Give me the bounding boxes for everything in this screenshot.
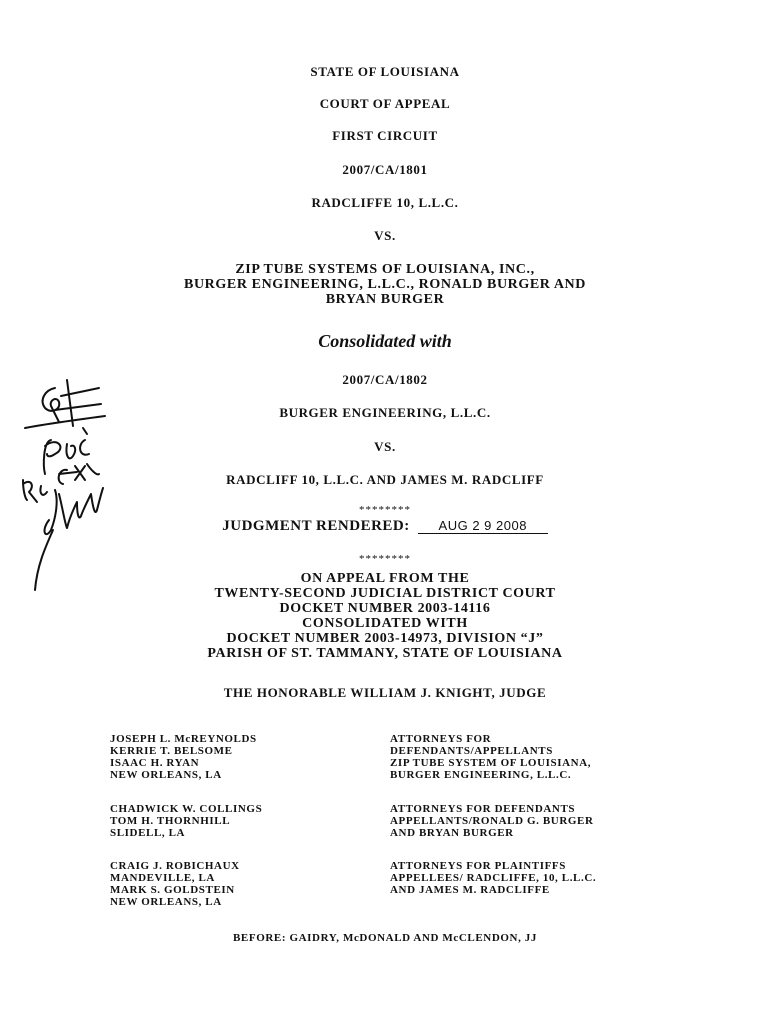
attorney-role-line: ATTORNEYS FOR — [390, 733, 492, 745]
attorney-names-2 — [110, 803, 262, 839]
attorney-city: NEW ORLEANS, LA — [110, 896, 222, 908]
case1-defendant-line: ZIP TUBE SYSTEMS OF LOUISIANA, INC., — [235, 262, 535, 277]
case1-defendant-line: BRYAN BURGER — [325, 292, 445, 307]
attorney-role-line: ATTORNEYS FOR PLAINTIFFS — [390, 860, 566, 872]
attorney-name: TOM H. THORNHILL — [110, 815, 231, 827]
before-panel: BEFORE: GAIDRY, McDONALD AND McCLENDON, JJ — [233, 932, 537, 944]
attorney-name: CHADWICK W. COLLINGS — [110, 803, 263, 815]
attorney-names-1 — [110, 733, 257, 781]
separator-stars: ******** — [359, 553, 411, 565]
case2-vs: VS. — [374, 439, 396, 454]
appeal-line: PARISH OF ST. TAMMANY, STATE OF LOUISIANA — [207, 646, 563, 661]
judge-line: THE HONORABLE WILLIAM J. KNIGHT, JUDGE — [223, 685, 547, 700]
attorney-names-3 — [110, 860, 240, 908]
attorney-city: SLIDELL, LA — [110, 827, 186, 839]
attorney-role-line: AND BRYAN BURGER — [390, 827, 514, 839]
court-heading: COURT OF APPEAL — [319, 96, 451, 111]
appeal-line: DOCKET NUMBER 2003-14116 — [279, 601, 491, 616]
attorney-name: KERRIE T. BELSOME — [110, 745, 233, 757]
appeal-line: ON APPEAL FROM THE — [300, 571, 470, 586]
case1-plaintiff: RADCLIFFE 10, L.L.C. — [311, 195, 459, 210]
handwritten-initials-signature — [15, 370, 125, 600]
attorney-role-3 — [390, 860, 596, 896]
case1-defendant-line: BURGER ENGINEERING, L.L.C., RONALD BURGER AND — [184, 277, 586, 292]
consolidated-label: Consolidated with — [318, 331, 452, 351]
attorney-role-line: DEFENDANTS/APPELLANTS — [390, 745, 553, 757]
attorney-role-2 — [390, 803, 594, 839]
state-heading: STATE OF LOUISIANA — [310, 64, 460, 79]
appeal-line: CONSOLIDATED WITH — [302, 616, 468, 631]
attorney-name: CRAIG J. ROBICHAUX — [110, 860, 240, 872]
case2-defendants: RADCLIFF 10, L.L.C. AND JAMES M. RADCLIFF — [226, 472, 544, 487]
attorney-name: ISAAC H. RYAN — [110, 757, 200, 769]
case1-docket: 2007/CA/1801 — [342, 162, 428, 177]
case1-vs: VS. — [374, 228, 396, 243]
attorney-city: MANDEVILLE, LA — [110, 872, 215, 884]
separator-stars: ******** — [359, 504, 411, 516]
circuit-heading: FIRST CIRCUIT — [332, 128, 438, 143]
attorney-role-line: BURGER ENGINEERING, L.L.C. — [390, 769, 572, 781]
appeal-line: DOCKET NUMBER 2003-14973, DIVISION “J” — [226, 631, 544, 646]
judgment-date: AUG 2 9 2008 — [418, 518, 548, 534]
attorney-role-line: APPELLANTS/RONALD G. BURGER — [390, 815, 594, 827]
appeal-line: TWENTY-SECOND JUDICIAL DISTRICT COURT — [214, 586, 556, 601]
attorney-name: MARK S. GOLDSTEIN — [110, 884, 235, 896]
case1-defendants — [0, 262, 770, 307]
case2-plaintiff: BURGER ENGINEERING, L.L.C. — [279, 405, 491, 420]
attorney-city: NEW ORLEANS, LA — [110, 769, 222, 781]
attorney-role-line: APPELLEES/ RADCLIFFE, 10, L.L.C. — [390, 872, 597, 884]
case2-docket: 2007/CA/1802 — [342, 372, 428, 387]
attorney-role-line: ATTORNEYS FOR DEFENDANTS — [390, 803, 576, 815]
attorney-role-line: ZIP TUBE SYSTEM OF LOUISIANA, — [390, 757, 592, 769]
attorney-role-line: AND JAMES M. RADCLIFFE — [390, 884, 550, 896]
judgment-label: JUDGMENT RENDERED: — [222, 518, 410, 534]
attorney-role-1 — [390, 733, 591, 781]
attorney-name: JOSEPH L. McREYNOLDS — [110, 733, 257, 745]
